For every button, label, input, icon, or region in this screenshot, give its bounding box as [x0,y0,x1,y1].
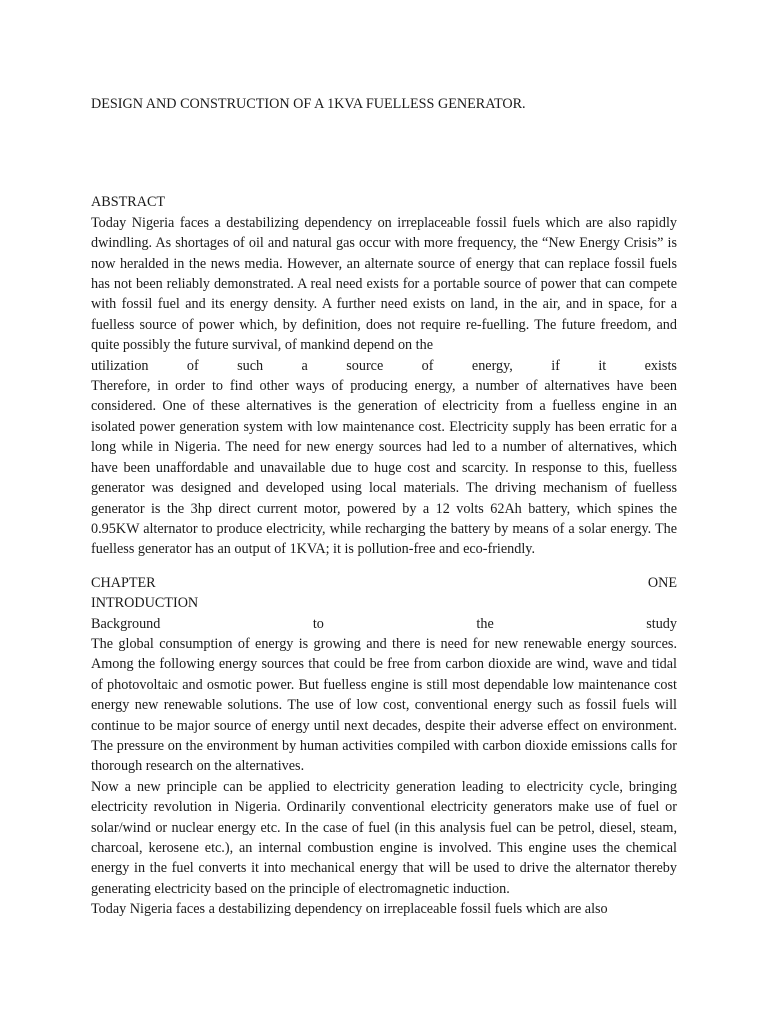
body-paragraph-2: Now a new principle can be applied to electricity generation leading to electricity cycle, bringing electricity revolution in Nigeria. Ordinarily conventional electricity generators make use of fuel or solar/wind or nuclear energy etc. In the case of fuel (in this analysis fuel can be petrol, diesel, steam, charcoal, kerosene etc.), an internal combustion engine is involved. This engine uses the chemical energy in the fuel converts it into mechanical energy that will be used to drive the alternator thereby generating electricity based on the principle of electromagnetic induction. [91,778,677,897]
background-word: the [476,615,494,632]
background-heading [91,614,677,634]
chapter-label: CHAPTER [91,574,156,591]
spread-word: source [346,357,384,374]
spread-word: of [421,357,434,374]
introduction-heading: INTRODUCTION [91,595,199,612]
chapter-heading [91,573,677,593]
background-word: study [646,615,677,632]
document-page [91,94,677,920]
chapter-number: ONE [647,574,677,591]
abstract-spread-line [91,356,677,376]
spread-word: if [551,357,560,374]
spread-word: a [301,357,308,374]
body-paragraph-3: Today Nigeria faces a destabilizing dependency on irreplaceable fossil fuels which are also [91,901,608,918]
abstract-paragraph-2: Therefore, in order to find other ways of producing energy, a number of alternatives have been considered. One of these alternatives is the generation of electricity from a fuelless engine in an isolated power generation system with low maintenance cost. Electricity supply has been erratic for a long while in Nigeria. The need for new energy sources had led to a number of alternatives, which have been unaffordable and unavailable due to huge cost and scarcity. In response to this, fuelless generator was designed and developed using local materials. The driving mechanism of fuelless generator is the 3hp direct current motor, powered by a 12 volts 62Ah battery, which spines the 0.95KW alternator to produce electricity, while recharging the battery by means of a solar energy. The fuelless generator has an output of 1KVA; it is pollution-free and eco-friendly. [91,378,677,558]
spread-word: utilization [91,357,149,374]
abstract-heading: ABSTRACT [91,194,166,211]
body-paragraph-1: The global consumption of energy is growing and there is need for new renewable energy sources. Among the following energy sources that could be free from carbon dioxide are wind, wave and tidal of photovoltaic and osmotic power. But fuelless engine is still most dependable low maintenance cost energy new renewable solutions. The use of low cost, conventional energy such as fossil fuels will continue to be major source of energy until next decades, despite their adverse effect on environment. The pressure on the environment by human activities compiled with carbon dioxide emissions calls for thorough research on the alternatives. [91,635,677,775]
document-title: DESIGN AND CONSTRUCTION OF A 1KVA FUELLESS GENERATOR. [91,96,526,112]
spread-word: energy, [471,357,513,374]
spread-word: exists [644,357,677,374]
spread-word: such [237,357,264,374]
spread-word: of [186,357,199,374]
background-word: to [312,615,324,632]
abstract-paragraph-1: Today Nigeria faces a destabilizing dependency on irreplaceable fossil fuels which are also rapidly dwindling. As shortages of oil and natural gas occur with more frequency, the “New Energy Crisis” is now heralded in the news media. However, an alternate source of energy that can replace fossil fuels has not been reliably demonstrated. A real need exists for a portable source of power that can compete with fossil fuel and its energy density. A further need exists on land, in the air, and in space, for a fuelless source of power which, by definition, does not require re-fuelling. The future freedom, and quite possibly the future survival, of mankind depend on the [91,214,677,354]
spread-word: it [598,357,607,374]
background-word: Background [91,615,161,632]
